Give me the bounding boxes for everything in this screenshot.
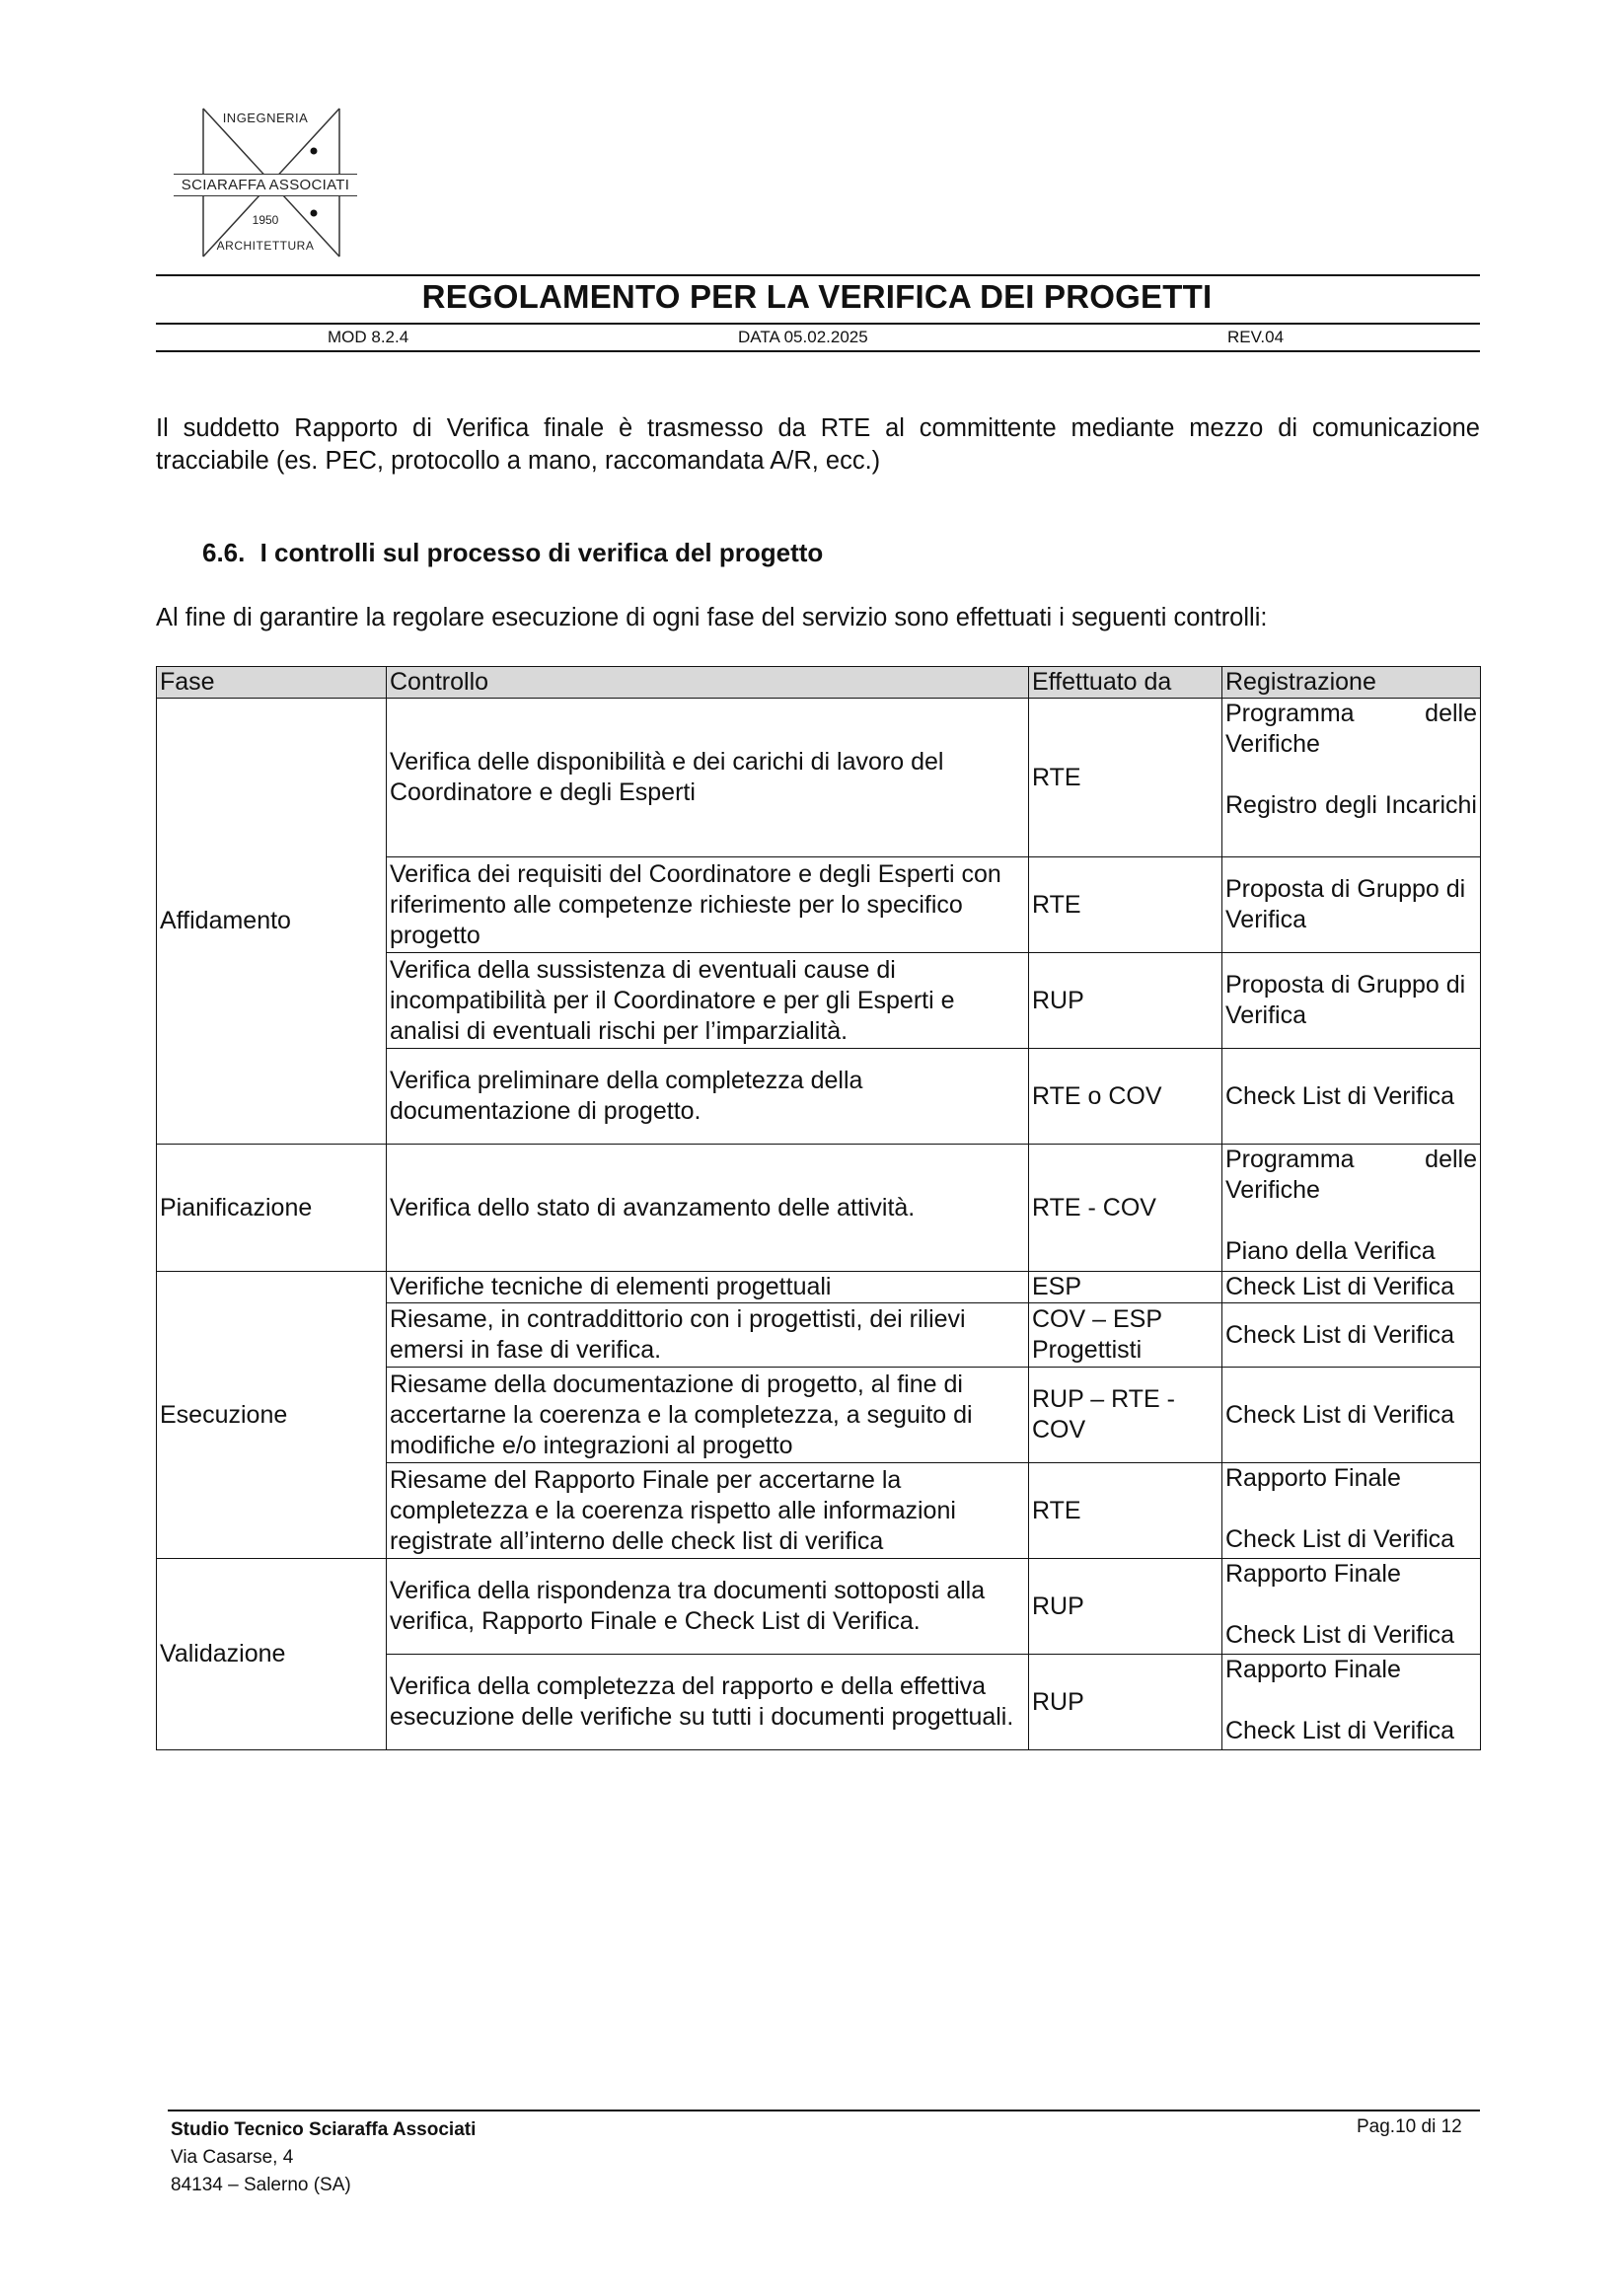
header-rule-top [363,274,1480,276]
intro-paragraph: Il suddetto Rapporto di Verifica finale è trasmesso da RTE al committente mediante mezzo di comunicazione tracciabile (es. PEC, protocollo a mano, raccomandata A/R, ecc.) [156,414,1480,475]
logo-text-middle: SCIARAFFA ASSOCIATI [174,174,357,196]
footer-company: Studio Tecnico Sciaraffa Associati [171,2119,477,2140]
footer-city: 84134 – Salerno (SA) [171,2175,351,2195]
registration-line: Rapporto Finale [1225,1464,1401,1492]
header-mod: MOD 8.2.4 [328,328,409,346]
phase-cell: Validazione [157,1559,387,1750]
phase-cell: Esecuzione [157,1272,387,1559]
registration-cell [1222,699,1481,857]
footer-rule [168,2110,1480,2111]
control-cell: Riesame della documentazione di progetto, al fine di accertarne la coerenza e la completezza, a seguito di modifiche e/o integrazioni al progetto [387,1368,1029,1463]
footer-street: Via Casarse, 4 [171,2147,294,2168]
registration-cell: Proposta di Gruppo di Verifica [1222,857,1481,953]
registration-line: Rapporto Finale [1225,1656,1401,1683]
column-header-effettuato: Effettuato da [1029,667,1222,699]
registration-line: Registro degli Incarichi [1225,791,1477,819]
control-cell: Riesame, in contraddittorio con i progettisti, dei rilievi emersi in fase di verifica. [387,1303,1029,1368]
registration-cell: Check List di Verifica [1222,1303,1481,1368]
phase-cell: Pianificazione [157,1145,387,1272]
control-cell: Verifica della rispondenza tra documenti sottoposti alla verifica, Rapporto Finale e Check List di Verifica. [387,1559,1029,1655]
registration-cell [1222,1559,1481,1655]
performed-by-cell: RTE [1029,699,1222,857]
performed-by-cell: RUP [1029,953,1222,1049]
registration-cell: Check List di Verifica [1222,1272,1481,1303]
control-cell: Verifica delle disponibilità e dei carichi di lavoro del Coordinatore e degli Esperti [387,699,1029,857]
performed-by-cell: RTE [1029,857,1222,953]
performed-by-cell: RTE o COV [1029,1049,1222,1145]
registration-cell [1222,1463,1481,1559]
performed-by-cell: RTE [1029,1463,1222,1559]
table-row [157,1145,1481,1272]
control-cell: Verifica della completezza del rapporto e della effettiva esecuzione delle verifiche su tutti i documenti progettuali. [387,1655,1029,1750]
performed-by-cell: ESP [1029,1272,1222,1303]
table-row [157,1559,1481,1655]
control-cell: Verifica dei requisiti del Coordinatore e degli Esperti con riferimento alle competenze richieste per lo specifico progetto [387,857,1029,953]
registration-line: Programma delle Verifiche [1225,1146,1477,1204]
header-rev: REV.04 [1227,328,1285,346]
registration-line: Check List di Verifica [1225,1621,1455,1649]
registration-line: Check List di Verifica [1225,1525,1455,1553]
table-row [157,1272,1481,1303]
section-number: 6.6. [202,538,246,567]
header-date: DATA 05.02.2025 [738,328,868,346]
registration-line: Rapporto Finale [1225,1560,1401,1588]
controls-table [156,666,1481,1750]
control-cell: Verifica dello stato di avanzamento delle attività. [387,1145,1029,1272]
registration-cell [1222,1655,1481,1750]
registration-line: Check List di Verifica [1225,1717,1455,1744]
control-cell: Riesame del Rapporto Finale per accertarne la completezza e la coerenza rispetto alle informazioni registrate all’interno delle check list di verifica [387,1463,1029,1559]
column-header-registrazione: Registrazione [1222,667,1481,699]
table-row [157,699,1481,857]
company-logo [174,107,357,260]
column-header-fase: Fase [157,667,387,699]
footer-address [171,2116,476,2199]
column-header-controllo: Controllo [387,667,1029,699]
table-header-row [157,667,1481,699]
header-rule-left [156,274,363,276]
header-rule-middle [156,323,1480,325]
registration-cell: Check List di Verifica [1222,1049,1481,1145]
control-cell: Verifiche tecniche di elementi progettuali [387,1272,1029,1303]
registration-line: Programma delle Verifiche [1225,700,1477,758]
registration-cell: Proposta di Gruppo di Verifica [1222,953,1481,1049]
header-rule-bottom [156,350,1480,352]
logo-text-top: INGEGNERIA [222,111,309,125]
registration-cell [1222,1145,1481,1272]
logo-text-bottom: ARCHITETTURA [216,239,315,253]
performed-by-cell: RUP [1029,1655,1222,1750]
section-title: I controlli sul processo di verifica del progetto [259,538,824,567]
registration-line: Piano della Verifica [1225,1237,1436,1265]
page-number: Pag.10 di 12 [1357,2116,1462,2137]
registration-cell: Check List di Verifica [1222,1368,1481,1463]
performed-by-cell: RTE - COV [1029,1145,1222,1272]
performed-by-cell: COV – ESP Progettisti [1029,1303,1222,1368]
logo-text-year: 1950 [252,213,279,227]
document-title: REGOLAMENTO PER LA VERIFICA DEI PROGETTI [421,278,1213,315]
section-heading [202,538,823,568]
phase-cell: Affidamento [157,699,387,1145]
control-cell: Verifica preliminare della completezza della documentazione di progetto. [387,1049,1029,1145]
performed-by-cell: RUP [1029,1559,1222,1655]
control-cell: Verifica della sussistenza di eventuali cause di incompatibilità per il Coordinatore e per gli Esperti e analisi di eventuali rischi per l’imparzialità. [387,953,1029,1049]
performed-by-cell: RUP – RTE - COV [1029,1368,1222,1463]
lead-paragraph: Al fine di garantire la regolare esecuzione di ogni fase del servizio sono effettuati i seguenti controlli: [156,604,1268,631]
